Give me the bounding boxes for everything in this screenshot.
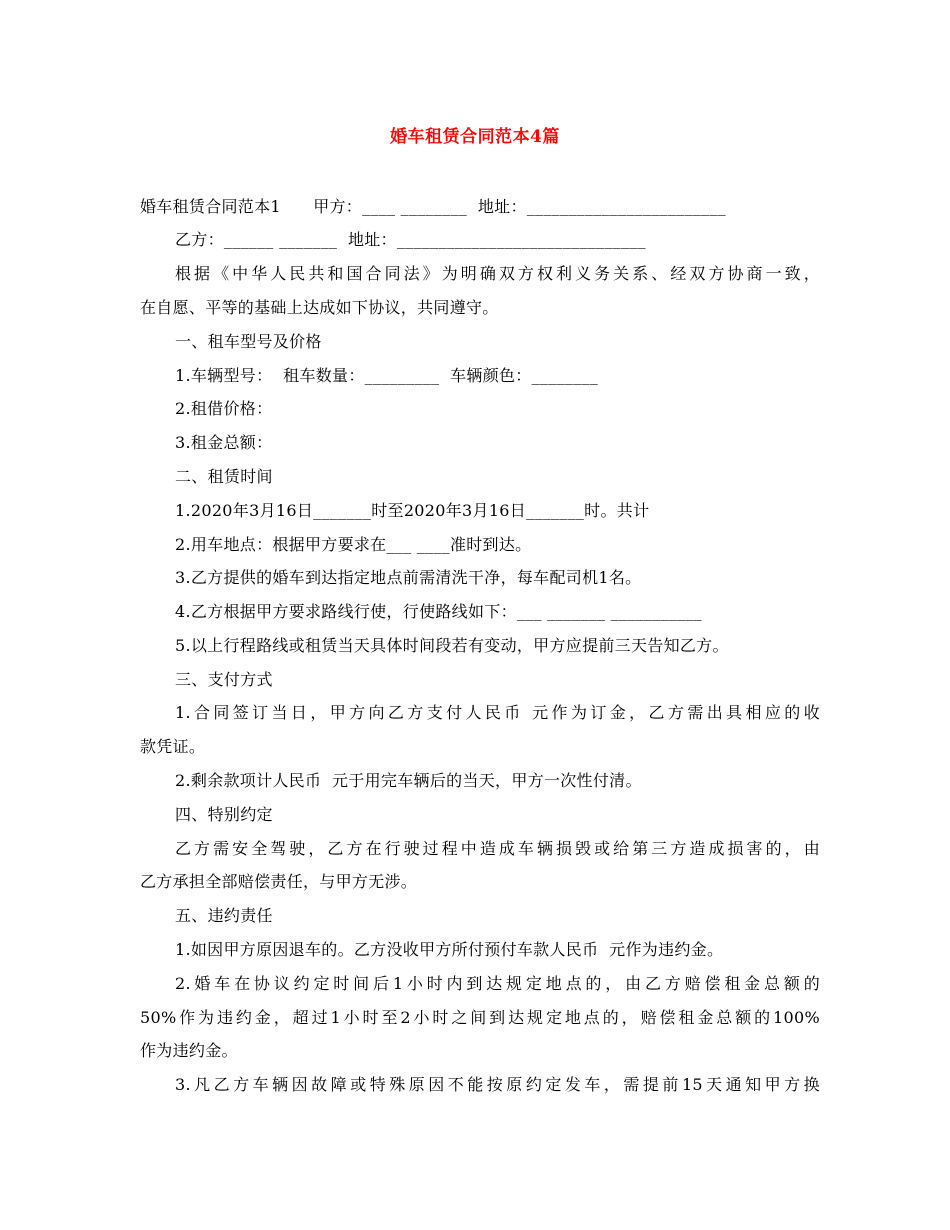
document-title: 婚车租赁合同范本4篇 — [390, 127, 560, 147]
party-b-line: 乙方：______ _______ 地址：______________________________ — [175, 230, 646, 249]
paragraph-line: 乙方承担全部赔偿责任，与甲方无涉。 — [140, 872, 418, 891]
clause-line: 2.租借价格： — [175, 399, 273, 418]
clause-line: 4.乙方根据甲方要求路线行使，行使路线如下：___ _______ ___________ — [175, 602, 702, 621]
clause-line: 1.2020年3月16日_______时至2020年3月16日_______时。共计 — [175, 501, 650, 520]
clause-line: 作为违约金。 — [140, 1041, 238, 1060]
clause-line: 5.以上行程路线或租赁当天具体时间段若有变动，甲方应提前三天告知乙方。 — [175, 636, 729, 655]
section-heading: 二、租赁时间 — [175, 467, 273, 486]
clause-line: 1.如因甲方原因退车的。乙方没收甲方所付预付车款人民币 元作为违约金。 — [175, 940, 724, 959]
clause-line: 50%作为违约金，超过1小时至2小时之间到达规定地点的，赔偿租金总额的100% — [140, 1008, 820, 1027]
clause-line: 2.用车地点：根据甲方要求在___ ____准时到达。 — [175, 535, 532, 554]
clause-line: 1.车辆型号： 租车数量：_________ 车辆颜色：________ — [175, 366, 599, 385]
paragraph-line: 乙方需安全驾驶，乙方在行驶过程中造成车辆损毁或给第三方造成损害的，由 — [175, 839, 820, 858]
clause-line: 2.婚车在协议约定时间后1小时内到达规定地点的，由乙方赔偿租金总额的 — [175, 974, 820, 993]
clause-line: 3.乙方提供的婚车到达指定地点前需清洗干净，每车配司机1名。 — [175, 568, 642, 587]
clause-line: 款凭证。 — [140, 737, 206, 756]
paragraph-line: 根据《中华人民共和国合同法》为明确双方权利义务关系、经双方协商一致， — [175, 264, 820, 283]
clause-line: 1.合同签订当日，甲方向乙方支付人民币 元作为订金，乙方需出具相应的收 — [175, 703, 820, 722]
clause-line: 3.凡乙方车辆因故障或特殊原因不能按原约定发车，需提前15天通知甲方换 — [175, 1075, 820, 1094]
clause-line: 3.租金总额： — [175, 433, 273, 452]
clause-line: 2.剩余款项计人民币 元于用完车辆后的当天，甲方一次性付清。 — [175, 771, 642, 790]
paragraph-line: 在自愿、平等的基础上达成如下协议，共同遵守。 — [140, 298, 499, 317]
section-heading: 五、违约责任 — [175, 906, 273, 925]
section-heading: 四、特别约定 — [175, 805, 273, 824]
party-a-line: 婚车租赁合同范本1 甲方：____ ________ 地址：________________________ — [140, 197, 726, 216]
section-heading: 三、支付方式 — [175, 670, 273, 689]
section-heading: 一、租车型号及价格 — [175, 332, 322, 351]
